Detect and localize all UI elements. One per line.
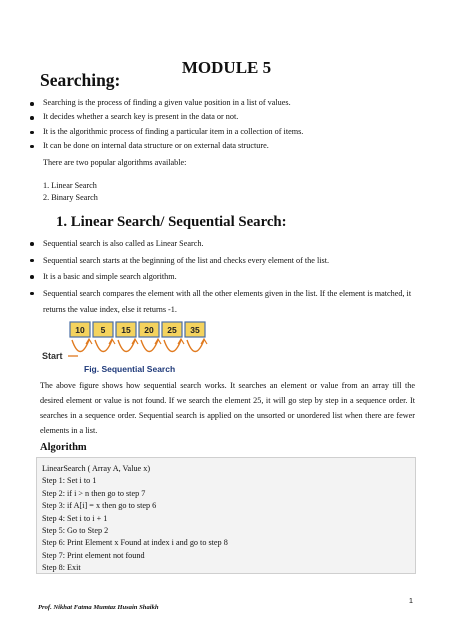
footer-author: Prof. Nikhat Fatma Mumtaz Husain Shaikh [38,604,159,611]
array-cell-value: 20 [144,325,154,335]
figure-paragraph: The above figure shows how sequential search works. It searches an element or value from an array till the desired element or value is not found. If we search the element 25, it will go step by step in a sequence order. It searches in a sequence order. Sequential search is applied on the unsorted or unordered list when there are fewer elements in a list. [40,381,415,435]
intro-bullet: It can be done on internal data structure or on external data structure. [24,139,434,153]
sequential-search-diagram [40,318,210,376]
algorithm-list-item: 2. Binary Search [43,193,98,202]
algorithm-step: Step 3: if A[i] = x then go to step 6 [42,501,157,511]
search-arrow [141,340,158,352]
linear-bullet: It is a basic and simple search algorithm. [24,269,434,286]
intro-bullet: It is the algorithmic process of finding a particular item in a collection of items. [24,125,434,139]
start-label: Start [42,351,63,361]
sequential-search-figure [40,318,210,376]
section-title: Searching: [40,70,121,90]
algorithm-heading: Algorithm [40,442,87,453]
array-cell-value: 10 [75,325,85,335]
intro-bullet: Searching is the process of finding a given value position in a list of values. [24,96,434,110]
algorithm-box [36,457,416,574]
search-arrow [164,340,181,352]
array-cell-value: 15 [121,325,131,335]
linear-bullet: Sequential search compares the element with all the other elements given in the list. If the element is matched, it returns the value index, else it returns -1. [24,286,434,319]
algorithm-line: LinearSearch ( Array A, Value x) [42,464,151,473]
algorithm-step: Step 8: Exit [42,563,81,573]
algorithm-step: Step 1: Set i to 1 [42,476,97,486]
linear-bullet-list [24,236,434,319]
intro-bullet-list [24,96,434,153]
algorithm-list-item: 1. Linear Search [43,181,97,190]
search-arrow [118,340,135,352]
array-cell-value: 5 [100,325,106,335]
search-arrow [95,340,112,352]
page-number: 1 [408,596,413,605]
array-cell-value: 25 [167,325,177,335]
algorithm-step: Step 7: Print element not found [42,550,145,560]
linear-bullet: Sequential search is also called as Linear Search. [24,236,434,253]
intro-bullet: It decides whether a search key is present in the data or not. [24,110,434,124]
popular-intro: There are two popular algorithms available: [43,158,187,167]
search-arrow [72,340,89,352]
algorithm-step: Step 4: Set i to i + 1 [42,513,108,523]
algorithm-step: Step 2: if i > n then go to step 7 [42,488,146,498]
array-cell-value: 35 [190,325,200,335]
figure-caption: Fig. Sequential Search [84,364,176,374]
algorithm-step: Step 6: Print Element x Found at index i and go to step 8 [42,538,228,548]
algorithms-list [43,180,98,204]
linear-search-heading: 1. Linear Search/ Sequential Search: [56,214,287,230]
algorithm-step: Step 5: Go to Step 2 [42,525,109,535]
search-arrow [187,340,204,352]
module-title: MODULE 5 [181,58,272,77]
linear-bullet: Sequential search starts at the beginning of the list and checks every element of the list. [24,253,434,270]
